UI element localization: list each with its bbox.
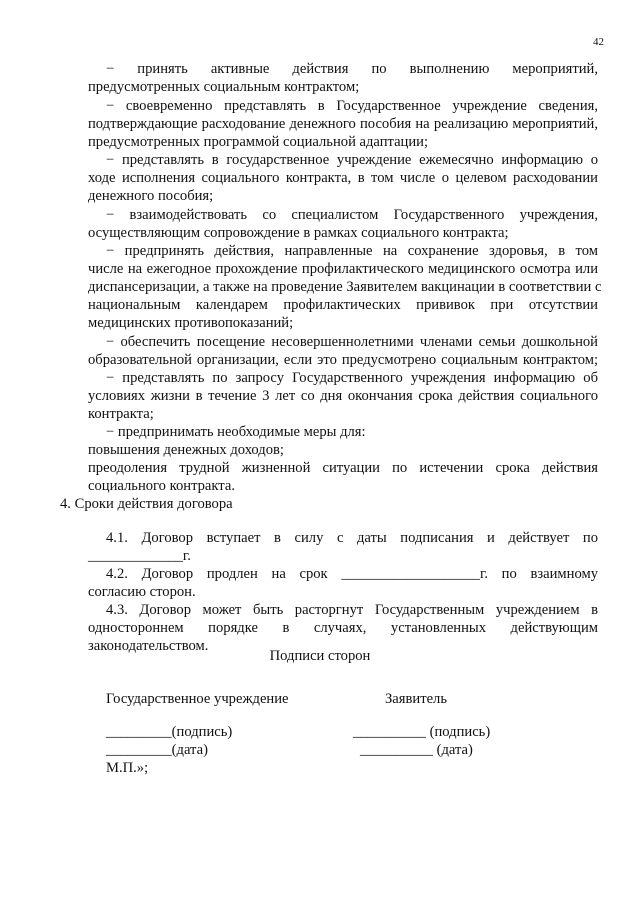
obligation-7-line-1: − представлять по запросу Государственного учреждения информацию об (106, 370, 598, 386)
clause-4-3-line-3: законодательством. (88, 638, 209, 654)
obligation-1-line-2: предусмотренных социальным контрактом; (88, 79, 360, 95)
obligation-5-line-1: − предпринять действия, направленные на сохранение здоровья, в том (106, 243, 598, 259)
obligation-3-line-3: денежного пособия; (88, 188, 214, 204)
signatures-title: Подписи сторон (269, 648, 371, 664)
clause-4-1-line-1: 4.1. Договор вступает в силу с даты подписания и действует по (106, 530, 598, 546)
obligation-2-line-2: подтверждающие расходование денежного пособия на реализацию мероприятий, (88, 116, 598, 132)
clause-4-1-line-2: _____________г. (88, 548, 191, 564)
right-signature-line: __________ (подпись) (353, 724, 491, 740)
clause-4-2-line-1: 4.2. Договор продлен на срок ___________________г. по взаимному (106, 566, 598, 582)
obligation-10-line-2: социального контракта. (88, 478, 235, 494)
obligation-10-line-1: преодоления трудной жизненной ситуации по истечении срока действия (88, 460, 598, 476)
clause-4-2-line-2: согласию сторон. (88, 584, 196, 600)
right-date-line: __________ (дата) (360, 742, 473, 758)
obligation-4-line-1: − взаимодействовать со специалистом Государственного учреждения, (106, 207, 598, 223)
obligation-7-line-2: условиях жизни в течение 3 лет со дня окончания срока действия социального (88, 388, 598, 404)
obligation-4-line-2: осуществляющим сопровождение в рамках социального контракта; (88, 225, 509, 241)
right-party-name: Заявитель (385, 691, 447, 707)
obligation-6-line-1: − обеспечить посещение несовершеннолетними членами семьи дошкольной (106, 334, 598, 350)
left-party-name: Государственное учреждение (106, 691, 289, 707)
clause-4-3-line-2: одностороннем порядке в случаях, установленных действующим (88, 620, 598, 636)
obligation-2-line-1: − своевременно представлять в Государственное учреждение сведения, (106, 98, 598, 114)
obligation-6-line-2: образовательной организации, если это предусмотрено социальным контрактом; (88, 352, 598, 368)
section-title: 4. Сроки действия договора (60, 496, 233, 512)
obligation-3-line-2: ходе исполнения социального контракта, в том числе о целевом расходовании (88, 170, 598, 186)
obligation-2-line-3: предусмотренных программой социальной адаптации; (88, 134, 429, 150)
obligation-5-line-2: числе на ежегодное прохождение профилактического медицинского осмотра или (88, 261, 598, 277)
obligation-8-line-1: − предпринимать необходимые меры для: (106, 424, 366, 440)
obligation-9-line-1: повышения денежных доходов; (88, 442, 284, 458)
obligation-1-line-1: − принять активные действия по выполнению мероприятий, (106, 61, 598, 77)
left-signature-line: _________(подпись) (106, 724, 233, 740)
obligation-3-line-1: − представлять в государственное учреждение ежемесячно информацию о (106, 152, 598, 168)
obligation-5-line-4: национальным календарем профилактических прививок при отсутствии (88, 297, 598, 313)
page-number: 42 (593, 36, 604, 48)
obligation-5-line-5: медицинских противопоказаний; (88, 315, 294, 331)
left-date-line: _________(дата) (106, 742, 208, 758)
clause-4-3-line-1: 4.3. Договор может быть расторгнут Государственным учреждением в (106, 602, 598, 618)
obligation-5-line-3: диспансеризации, а также на проведение Заявителем вакцинации в соответствии с (88, 279, 602, 295)
obligation-7-line-3: контракта; (88, 406, 154, 422)
stamp-label: М.П.»; (106, 760, 149, 776)
